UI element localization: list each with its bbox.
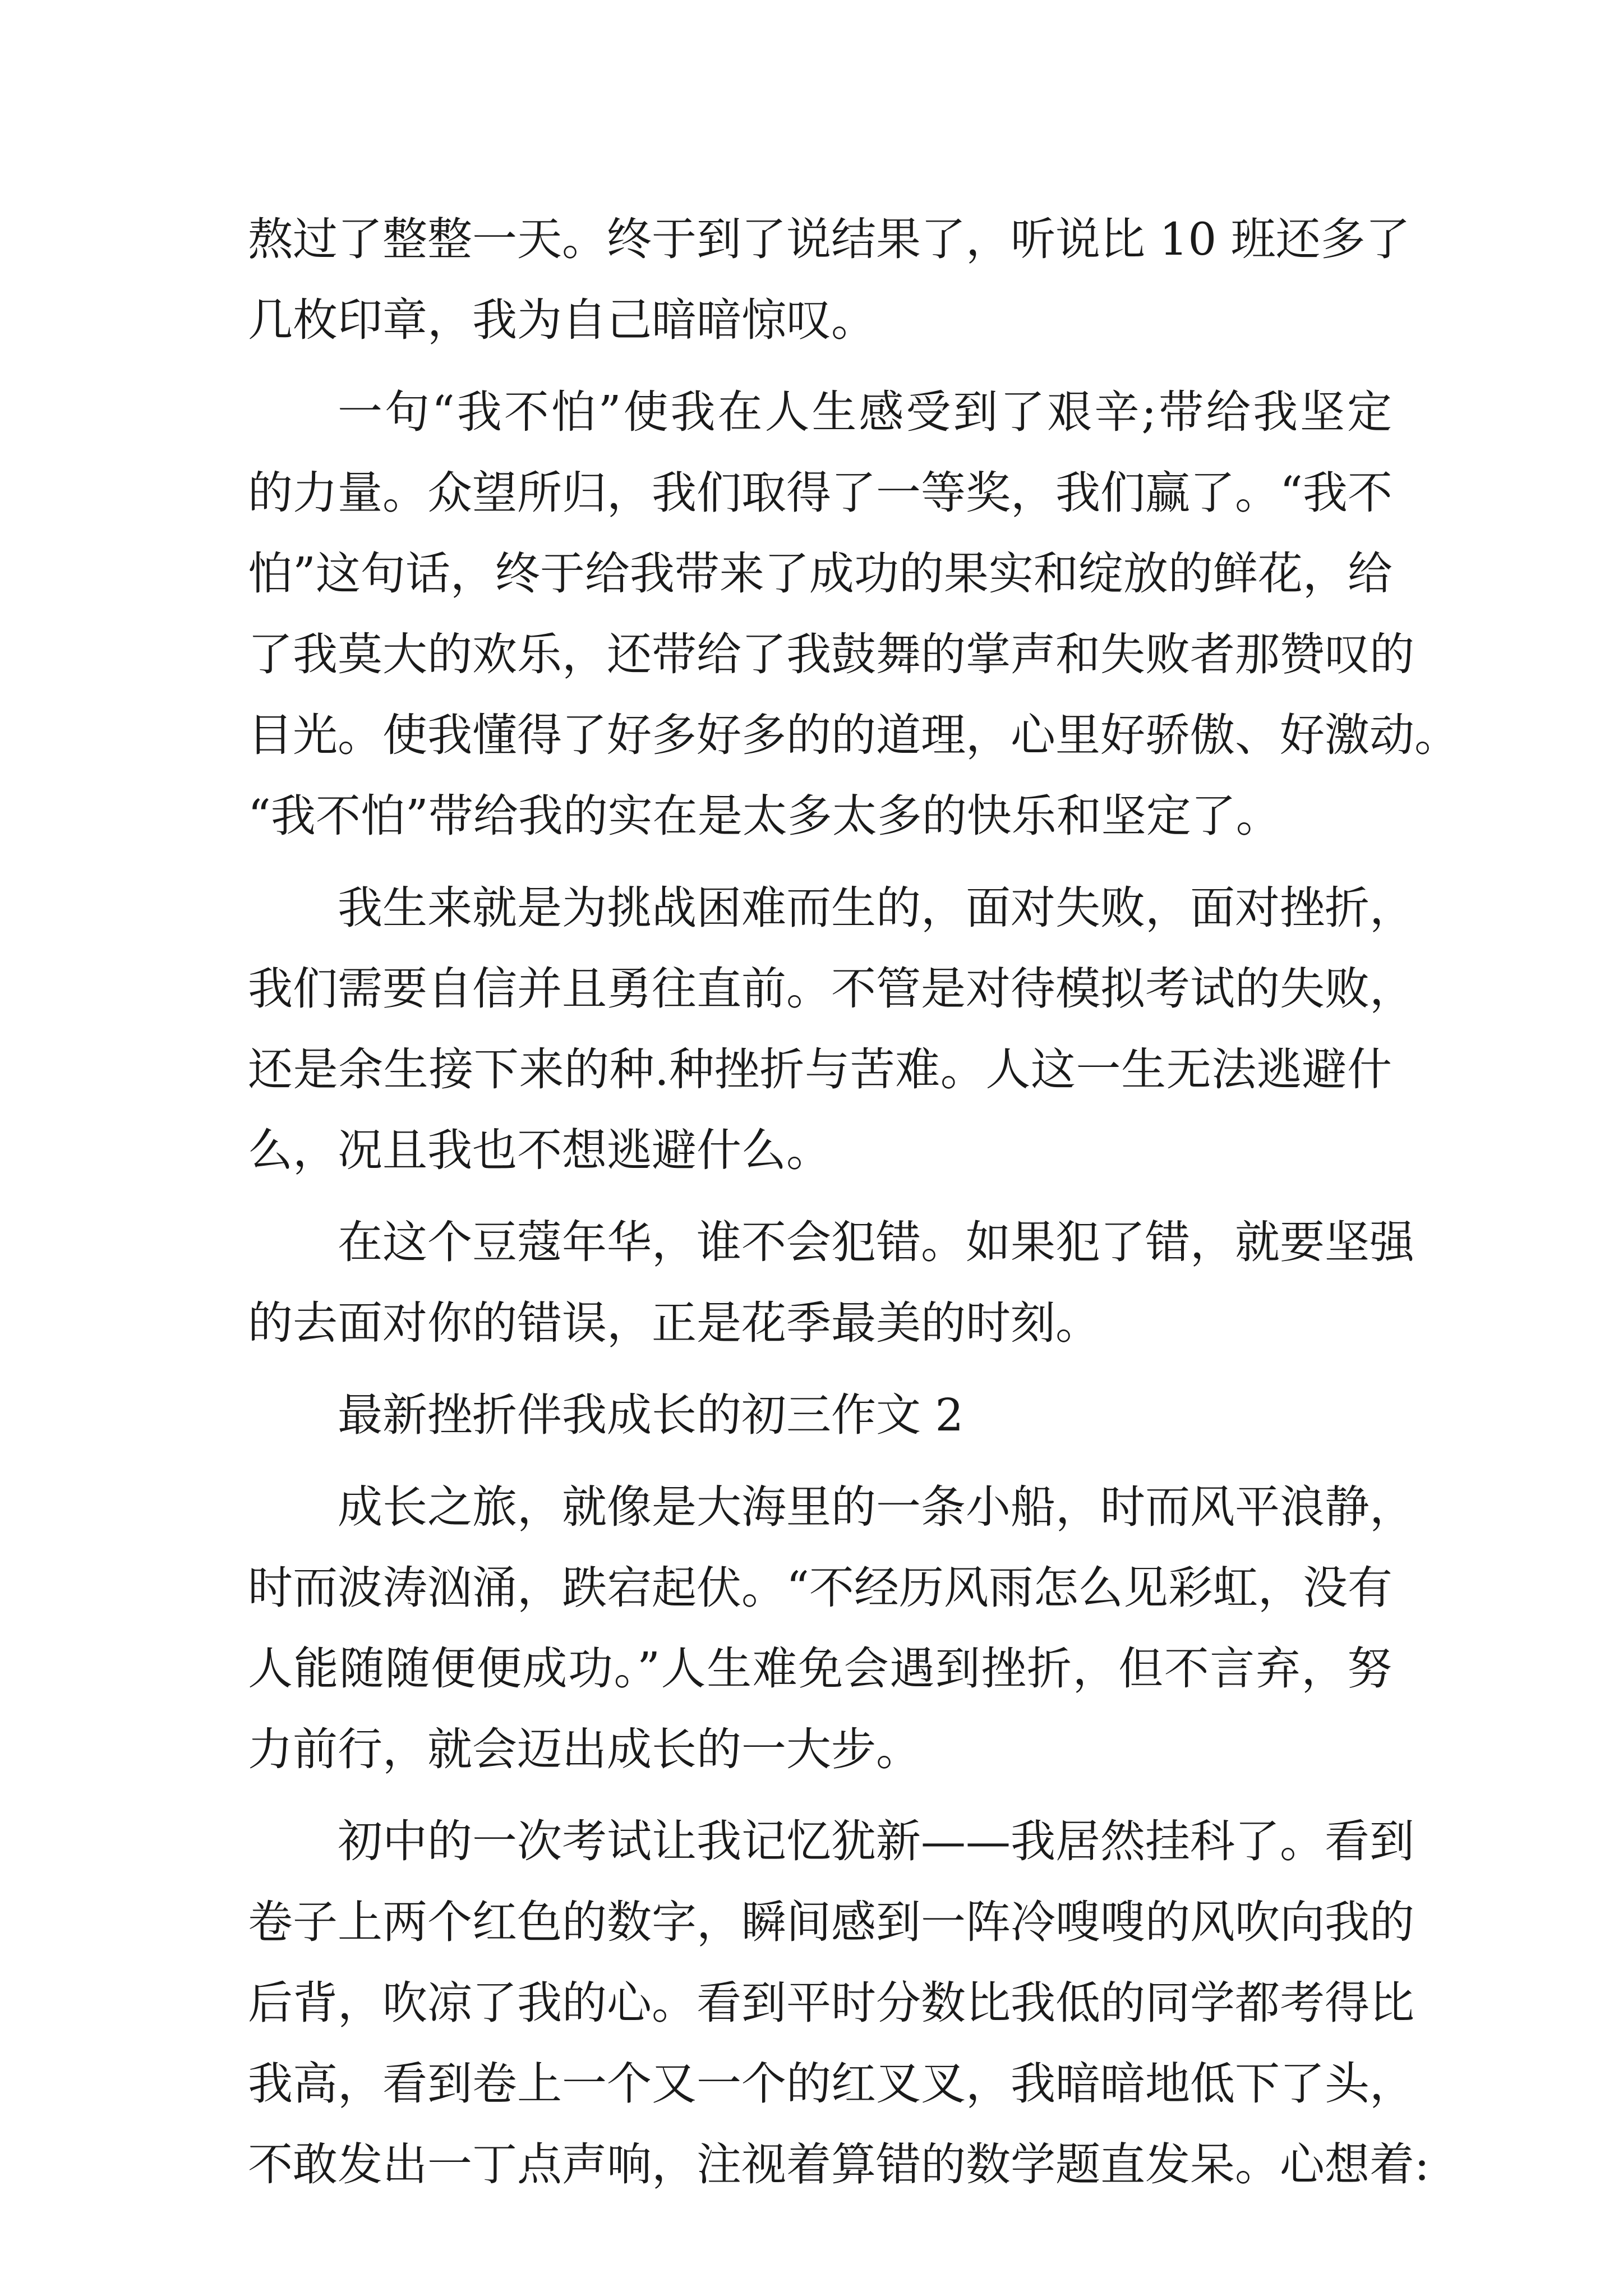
paragraph-line: 的去面对你的错误，正是花季最美的时刻。 bbox=[248, 1297, 1100, 1349]
paragraph-line: 我生来就是为挑战困难而生的，面对失败，面对挫折， bbox=[338, 882, 1414, 934]
paragraph-line: 在这个豆蔻年华，谁不会犯错。如果犯了错，就要坚强 bbox=[338, 1216, 1414, 1268]
paragraph-line: 时而波涛汹涌，跌宕起伏。“不经历风雨怎么见彩虹，没有 bbox=[248, 1562, 1393, 1614]
paragraph-line: 一句“我不怕”使我在人生感受到了艰辛;带给我坚定 bbox=[338, 386, 1392, 438]
paragraph-line: 么，况且我也不想逃避什么。 bbox=[248, 1124, 831, 1176]
paragraph-line: 的力量。众望所归，我们取得了一等奖，我们赢了。“我不 bbox=[248, 467, 1393, 519]
paragraph-line: 初中的一次考试让我记忆犹新——我居然挂科了。看到 bbox=[338, 1815, 1414, 1867]
paragraph-line: 人能随随便便成功。”人生难免会遇到挫折，但不言弃，努 bbox=[248, 1642, 1392, 1695]
paragraph-line: 卷子上两个红色的数字，瞬间感到一阵冷嗖嗖的风吹向我的 bbox=[248, 1896, 1414, 1948]
paragraph-line: 目光。使我懂得了好多好多的的道理，心里好骄傲、好激动。 bbox=[248, 709, 1459, 761]
paragraph-line: 还是余生接下来的种.种挫折与苦难。人这一生无法逃避什 bbox=[248, 1043, 1392, 1096]
paragraph-line: 了我莫大的欢乐，还带给了我鼓舞的掌声和失败者那赞叹的 bbox=[248, 628, 1414, 680]
section-title: 最新挫折伴我成长的初三作文 2 bbox=[338, 1389, 964, 1441]
paragraph-line: 我们需要自信并且勇往直前。不管是对待模拟考试的失败， bbox=[248, 963, 1414, 1015]
paragraph-line: 我高，看到卷上一个又一个的红叉叉，我暗暗地低下了头， bbox=[248, 2058, 1414, 2110]
paragraph-line: 熬过了整整一天。终于到了说结果了，听说比 10 班还多了 bbox=[248, 213, 1410, 265]
paragraph-line: 成长之旅，就像是大海里的一条小船，时而风平浪静， bbox=[338, 1481, 1414, 1533]
paragraph-line: 几枚印章，我为自己暗暗惊叹。 bbox=[248, 294, 876, 346]
paragraph-line: 力前行，就会迈出成长的一大步。 bbox=[248, 1723, 921, 1775]
paragraph-line: 不敢发出一丁点声响，注视着算错的数学题直发呆。心想着: bbox=[248, 2138, 1430, 2191]
paragraph-line: “我不怕”带给我的实在是太多太多的快乐和坚定了。 bbox=[248, 790, 1281, 842]
paragraph-line: 后背，吹凉了我的心。看到平时分数比我低的同学都考得比 bbox=[248, 1977, 1414, 2029]
document-body bbox=[248, 199, 1459, 2205]
paragraph-line: 怕”这句话，终于给我带来了成功的果实和绽放的鲜花，给 bbox=[248, 547, 1393, 600]
